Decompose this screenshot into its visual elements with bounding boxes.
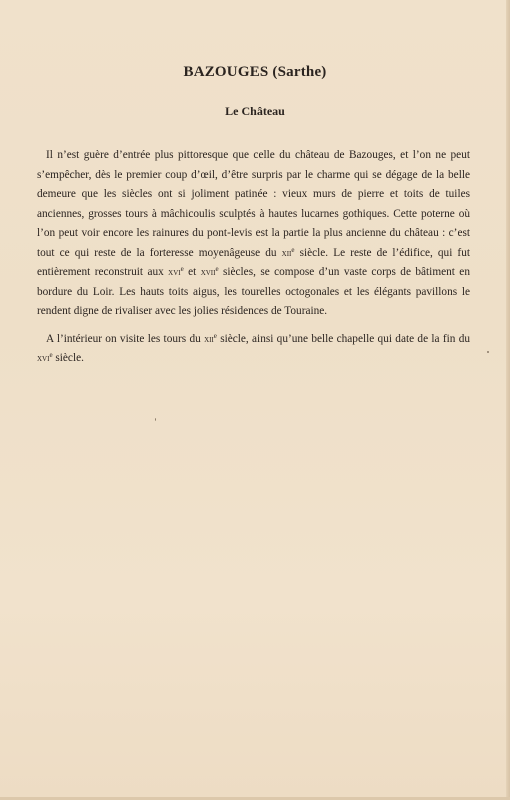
section-subtitle: Le Château bbox=[225, 104, 285, 118]
paper-edge-right bbox=[506, 0, 510, 800]
body-text bbox=[37, 146, 470, 369]
title-region: (Sarthe) bbox=[272, 64, 327, 80]
paper-speck bbox=[155, 418, 156, 421]
paper-speck bbox=[487, 351, 489, 353]
page-title bbox=[0, 64, 510, 81]
paragraph-1: Il n’est guère d’entrée plus pittoresque que celle du château de Bazouges, et l’on ne peut s’empêcher, dès le premier coup d’œil, d’être surpris par le charme qui se dégage de la belle demeure que les siècles ont si joliment patinée : vieux murs de pierre et toits de tuiles anciennes, grosses tours à mâchicoulis sculptés à hautes lucarnes gothiques. Cette poterne où l’on peut voir encore les rainures du pont-levis est la partie la plus ancienne du château : c’est tout ce qui reste de la forteresse moyenâgeuse du xii$^e$ siècle. Le reste de l’édifice, qui fut entièrement reconstruit aux xvi$^e$ et xvii$^e$ siècles, se compose d’un vaste corps de bâtiment en bordure du Loir. Les hauts toits aigus, les tourelles octogonales et les élégants pavillons le rendent digne de rivaliser avec les jolies résidences de Touraine. bbox=[37, 149, 470, 317]
title-place: BAZOUGES bbox=[183, 64, 269, 80]
paragraph-2: A l’intérieur on visite les tours du xii$^e$ siècle, ainsi qu’une belle chapelle qui date de la fin du xvi$^e$ siècle. bbox=[37, 331, 470, 364]
